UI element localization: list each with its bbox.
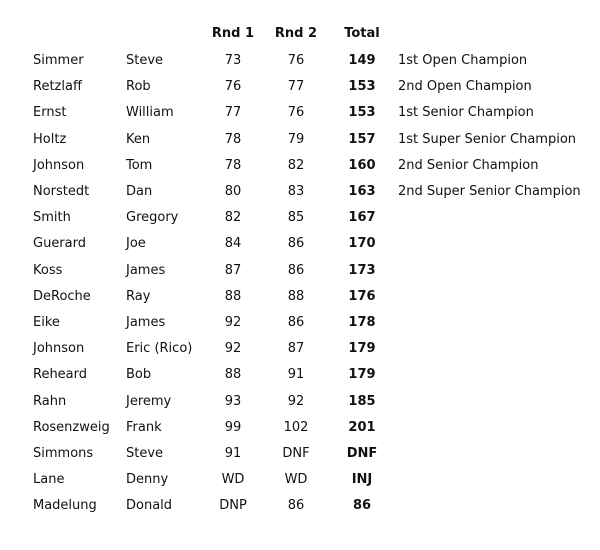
total-score: 157 [348, 131, 376, 147]
total-score: INJ [351, 472, 373, 488]
round2-score: 82 [287, 157, 305, 173]
round1-score: 99 [224, 419, 242, 435]
round1-score: 88 [224, 367, 242, 383]
last-name: Guerard [33, 236, 86, 252]
header-round1: Rnd 1 [211, 26, 255, 41]
round2-score: 85 [287, 210, 305, 226]
total-score: 160 [348, 157, 376, 173]
first-name: Rob [126, 79, 151, 95]
round2-score: 86 [287, 315, 305, 330]
champion-note: 2nd Senior Champion [398, 157, 539, 173]
champion-note: 2nd Super Senior Champion [398, 184, 581, 199]
total-score: 185 [348, 393, 376, 409]
last-name: Rahn [33, 393, 67, 409]
round2-score: 79 [287, 131, 305, 147]
round1-score: 92 [224, 341, 242, 357]
round2-score: 86 [287, 262, 305, 278]
table-row [0, 231, 600, 257]
champion-note: 1st Senior Champion [398, 105, 534, 121]
header-total: Total [344, 26, 380, 41]
first-name: Donald [126, 498, 173, 514]
total-score: 178 [348, 315, 376, 330]
first-name: Steve [126, 446, 164, 461]
table-row [0, 441, 600, 467]
round1-score: 82 [224, 210, 242, 226]
first-name: Jeremy [126, 393, 172, 409]
last-name: Johnson [33, 157, 85, 173]
total-score: 167 [348, 210, 376, 226]
round1-score: DNP [219, 498, 247, 514]
champion-note: 1st Super Senior Champion [398, 131, 577, 147]
last-name: Norstedt [33, 184, 90, 199]
last-name: Retzlaff [33, 79, 82, 95]
total-score: 170 [348, 236, 376, 252]
first-name: Gregory [126, 210, 179, 226]
first-name: Joe [126, 236, 146, 252]
round2-score: 76 [287, 53, 305, 68]
total-score: 201 [348, 419, 376, 435]
table-row [0, 493, 600, 519]
round2-score: 76 [287, 105, 305, 121]
first-name: Steve [126, 53, 164, 68]
first-name: William [126, 105, 174, 121]
round1-score: 78 [224, 157, 242, 173]
round1-score: 93 [224, 393, 242, 409]
round1-score: 76 [224, 79, 242, 95]
table-row [0, 310, 600, 336]
last-name: Koss [33, 262, 63, 278]
total-score: 179 [348, 367, 376, 383]
table-row [0, 179, 600, 205]
round2-score: 88 [287, 288, 305, 304]
last-name: Holtz [33, 131, 67, 147]
last-name: Simmer [33, 53, 84, 68]
champion-note: 2nd Open Champion [398, 79, 532, 95]
first-name: Frank [126, 419, 162, 435]
last-name: Johnson [33, 341, 85, 357]
total-score: 173 [348, 262, 376, 278]
header-round2: Rnd 2 [274, 26, 318, 41]
round2-score: 77 [287, 79, 305, 95]
round2-score: 91 [287, 367, 305, 383]
first-name: Ken [126, 131, 151, 147]
total-score: 176 [348, 288, 376, 304]
total-score: 153 [348, 105, 376, 121]
first-name: Denny [126, 472, 169, 488]
table-row [0, 467, 600, 493]
table-row [0, 48, 600, 74]
total-score: 163 [348, 184, 376, 199]
header-row [0, 21, 600, 47]
total-score: 179 [348, 341, 376, 357]
table-row [0, 284, 600, 310]
last-name: Rosenzweig [33, 419, 110, 435]
round2-score: 102 [283, 419, 309, 435]
first-name: Tom [126, 157, 153, 173]
champion-note: 1st Open Champion [398, 53, 528, 68]
table-row [0, 258, 600, 284]
round2-score: 87 [287, 341, 305, 357]
last-name: Lane [33, 472, 65, 488]
first-name: Ray [126, 288, 151, 304]
table-row [0, 205, 600, 231]
round1-score: 92 [224, 315, 242, 330]
last-name: Ernst [33, 105, 67, 121]
round1-score: 84 [224, 236, 242, 252]
first-name: Eric (Rico) [126, 341, 193, 357]
round1-score: 73 [224, 53, 242, 68]
table-row [0, 127, 600, 153]
first-name: Dan [126, 184, 153, 199]
round2-score: WD [284, 472, 308, 488]
table-row [0, 415, 600, 441]
round1-score: 80 [224, 184, 242, 199]
round1-score: 88 [224, 288, 242, 304]
round1-score: 77 [224, 105, 242, 121]
round1-score: 78 [224, 131, 242, 147]
round2-score: 92 [287, 393, 305, 409]
total-score: 86 [352, 498, 372, 514]
table-row [0, 153, 600, 179]
total-score: 153 [348, 79, 376, 95]
round2-score: 83 [287, 184, 305, 199]
table-row [0, 362, 600, 388]
table-row [0, 389, 600, 415]
total-score: 149 [348, 53, 376, 68]
table-row [0, 100, 600, 126]
last-name: DeRoche [33, 288, 91, 304]
table-row [0, 336, 600, 362]
last-name: Eike [33, 315, 60, 330]
round1-score: 91 [224, 446, 242, 461]
first-name: James [126, 262, 166, 278]
total-score: DNF [346, 446, 378, 461]
first-name: Bob [126, 367, 152, 383]
last-name: Simmons [33, 446, 94, 461]
last-name: Reheard [33, 367, 88, 383]
round2-score: 86 [287, 498, 305, 514]
round2-score: DNF [282, 446, 310, 461]
first-name: James [126, 315, 166, 330]
last-name: Madelung [33, 498, 97, 514]
round2-score: 86 [287, 236, 305, 252]
table-row [0, 74, 600, 100]
last-name: Smith [33, 210, 71, 226]
round1-score: 87 [224, 262, 242, 278]
round1-score: WD [221, 472, 245, 488]
